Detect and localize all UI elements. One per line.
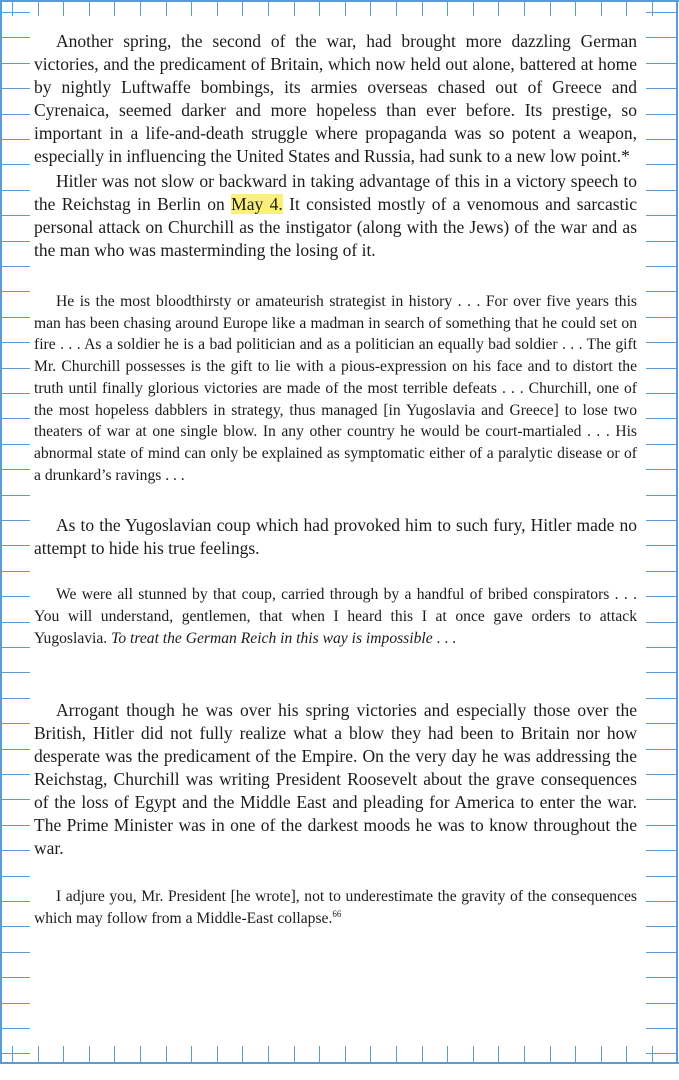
frame-tick-left	[0, 37, 30, 38]
frame-tick-left	[0, 495, 30, 496]
frame-tick-right	[646, 88, 676, 89]
frame-tick-top	[498, 0, 499, 16]
frame-tick-left	[0, 672, 30, 673]
frame-tick-right	[646, 291, 676, 292]
frame-tick-right	[646, 495, 676, 496]
frame-tick-right	[646, 622, 676, 623]
frame-tick-left	[0, 368, 30, 369]
frame-tick-right	[646, 37, 676, 38]
frame-tick-bottom	[626, 1046, 627, 1062]
frame-tick-right	[646, 12, 676, 13]
frame-tick-left	[0, 215, 30, 216]
frame-tick-top	[524, 0, 525, 16]
frame-tick-left	[0, 317, 30, 318]
frame-tick-left	[0, 139, 30, 140]
frame-tick-left	[0, 977, 30, 978]
frame-tick-bottom	[140, 1046, 141, 1062]
frame-tick-right	[646, 952, 676, 953]
quote-yugoslavia	[34, 584, 637, 649]
frame-tick-top	[12, 0, 13, 16]
frame-tick-right	[646, 571, 676, 572]
frame-tick-top	[38, 0, 39, 16]
frame-tick-left	[0, 266, 30, 267]
frame-tick-bottom	[575, 1046, 576, 1062]
frame-tick-left	[0, 952, 30, 953]
frame-tick-left	[0, 418, 30, 419]
frame-tick-bottom	[114, 1046, 115, 1062]
frame-tick-top	[370, 0, 371, 16]
frame-tick-right	[646, 1003, 676, 1004]
frame-tick-right	[646, 672, 676, 673]
frame-tick-right	[646, 723, 676, 724]
frame-tick-right	[646, 190, 676, 191]
paragraph-spring-war: Another spring, the second of the war, had brought more dazzling German victories, and the predicament of Britain, which now held out alone, battered at home by nightly Luftwaffe bombings, its armies overseas chased out of Greece and Cyrenaica, seemed darker and more hopeless than ever before. Its prestige, so important in a life-and-death struggle where propaganda was so potent a weapon, especially in influencing the United States and Russia, had sunk to a new low point.*	[34, 31, 637, 166]
frame-tick-top	[89, 0, 90, 16]
book-page	[34, 30, 637, 930]
quote-churchill-roosevelt	[34, 886, 637, 929]
paragraph-yugoslavian-coup: As to the Yugoslavian coup which had provoked him to such fury, Hitler made no attempt to hide his true feelings.	[34, 515, 637, 559]
frame-tick-bottom	[38, 1046, 39, 1062]
frame-tick-right	[646, 63, 676, 64]
speech-text-after: It consisted mostly of a venomous and sarcastic personal attack on Churchill as the instigator (along with the Jews) of the war and as the man who was masterminding the losing of it.	[34, 194, 638, 260]
frame-tick-left	[0, 164, 30, 165]
frame-tick-left	[0, 342, 30, 343]
frame-tick-top	[191, 0, 192, 16]
frame-tick-left	[0, 1028, 30, 1029]
frame-tick-left	[0, 1053, 30, 1054]
frame-tick-left	[0, 876, 30, 877]
frame-tick-bottom	[12, 1046, 13, 1062]
frame-tick-right	[646, 647, 676, 648]
frame-tick-right	[646, 215, 676, 216]
frame-tick-right	[646, 596, 676, 597]
frame-tick-bottom	[498, 1046, 499, 1062]
frame-tick-bottom	[524, 1046, 525, 1062]
frame-tick-right	[646, 368, 676, 369]
quote-churchill-text: I adjure you, Mr. President [he wrote], not to underestimate the gravity of the consequences which may follow from a Middle-East collapse.	[34, 888, 637, 928]
frame-tick-right	[646, 1053, 676, 1054]
frame-tick-left	[0, 12, 30, 13]
frame-tick-bottom	[268, 1046, 269, 1062]
frame-tick-right	[646, 850, 676, 851]
frame-tick-bottom	[89, 1046, 90, 1062]
frame-tick-bottom	[63, 1046, 64, 1062]
frame-tick-left	[0, 825, 30, 826]
frame-tick-bottom	[191, 1046, 192, 1062]
frame-tick-bottom	[396, 1046, 397, 1062]
frame-tick-right	[646, 1028, 676, 1029]
frame-tick-bottom	[652, 1046, 653, 1062]
frame-tick-right	[646, 698, 676, 699]
frame-tick-right	[646, 825, 676, 826]
frame-tick-top	[319, 0, 320, 16]
frame-tick-left	[0, 647, 30, 648]
frame-tick-right	[646, 342, 676, 343]
frame-tick-bottom	[370, 1046, 371, 1062]
frame-tick-left	[0, 190, 30, 191]
frame-tick-right	[646, 774, 676, 775]
frame-tick-top	[345, 0, 346, 16]
frame-tick-top	[166, 0, 167, 16]
frame-tick-right	[646, 545, 676, 546]
frame-tick-bottom	[294, 1046, 295, 1062]
speech-text-before: Hitler was not slow or backward in taking advantage of this in a victory speech to the Reichstag in Berlin on	[34, 171, 637, 214]
frame-tick-left	[0, 926, 30, 927]
frame-tick-left	[0, 1003, 30, 1004]
frame-tick-right	[646, 799, 676, 800]
frame-tick-bottom	[447, 1046, 448, 1062]
frame-tick-left	[0, 393, 30, 394]
frame-tick-left	[0, 114, 30, 115]
frame-tick-bottom	[473, 1046, 474, 1062]
frame-tick-right	[646, 520, 676, 521]
frame-tick-left	[0, 520, 30, 521]
frame-tick-right	[646, 901, 676, 902]
quote-yugoslavia-text: We were all stunned by that coup, carried through by a handful of bribed conspirators . . . You will understand, gentlemen, that when I heard this I at once gave orders to attack Yugoslavia.	[34, 586, 637, 647]
quote-yugoslavia-tail: . . .	[432, 629, 457, 647]
frame-tick-top	[217, 0, 218, 16]
frame-tick-bottom	[345, 1046, 346, 1062]
frame-tick-left	[0, 749, 30, 750]
frame-tick-top	[422, 0, 423, 16]
frame-tick-top	[63, 0, 64, 16]
quote-yugoslavia-italic: To treat the German Reich in this way is impossible	[111, 629, 433, 647]
frame-tick-right	[646, 977, 676, 978]
frame-tick-left	[0, 88, 30, 89]
frame-tick-top	[575, 0, 576, 16]
frame-tick-left	[0, 774, 30, 775]
frame-tick-left	[0, 241, 30, 242]
frame-tick-top	[140, 0, 141, 16]
paragraph-arrogant-hitler: Arrogant though he was over his spring victories and especially those over the British, Hitler did not fully realize what a blow they had been to Britain nor how desperate was the predicament of the Empire. On the very day he was addressing the Reichstag, Churchill was writing President Roosevelt about the grave consequences of the loss of Egypt and the Middle East and pleading for America to enter the war. The Prime Minister was in one of the darkest moods he was to know throughout the war.	[34, 700, 637, 859]
frame-tick-right	[646, 317, 676, 318]
frame-tick-top	[447, 0, 448, 16]
frame-tick-top	[652, 0, 653, 16]
frame-tick-top	[626, 0, 627, 16]
frame-tick-left	[0, 622, 30, 623]
frame-tick-top	[268, 0, 269, 16]
frame-tick-left	[0, 799, 30, 800]
frame-tick-bottom	[601, 1046, 602, 1062]
frame-tick-top	[473, 0, 474, 16]
footnote-marker: 66	[332, 908, 342, 919]
frame-tick-top	[294, 0, 295, 16]
frame-tick-right	[646, 749, 676, 750]
frame-tick-left	[0, 698, 30, 699]
frame-tick-right	[646, 164, 676, 165]
frame-tick-bottom	[550, 1046, 551, 1062]
frame-tick-left	[0, 571, 30, 572]
frame-tick-left	[0, 850, 30, 851]
frame-tick-top	[114, 0, 115, 16]
frame-tick-right	[646, 444, 676, 445]
frame-tick-right	[646, 418, 676, 419]
frame-tick-left	[0, 596, 30, 597]
frame-tick-right	[646, 241, 676, 242]
frame-tick-bottom	[217, 1046, 218, 1062]
frame-tick-left	[0, 63, 30, 64]
frame-tick-left	[0, 469, 30, 470]
quote-hitler-churchill: He is the most bloodthirsty or amateurish strategist in history . . . For over five years this man has been chasing around Europe like a madman in search of something that he could set on fire . . . As a soldier he is a bad politician and as a politician an equally bad soldier . . . The gift Mr. Churchill possesses is the gift to lie with a pious-expression on his face and to distort the truth until finally glorious victories are made of the most terrible defeats . . . Churchill, one of the most hopeless dabblers in strategy, thus managed [in Yugoslavia and Greece] to lose two theaters of war at one single blow. In any other country he would be court-martialed . . . His abnormal state of mind can only be explained as symptomatic either of a paralytic disease or of a drunkard’s ravings . . .	[34, 293, 637, 484]
paragraph-hitler-speech	[34, 170, 637, 262]
frame-tick-left	[0, 545, 30, 546]
frame-tick-right	[646, 469, 676, 470]
frame-tick-bottom	[422, 1046, 423, 1062]
frame-tick-right	[646, 139, 676, 140]
frame-tick-top	[601, 0, 602, 16]
frame-tick-left	[0, 291, 30, 292]
frame-tick-right	[646, 876, 676, 877]
frame-tick-top	[396, 0, 397, 16]
frame-tick-right	[646, 114, 676, 115]
frame-tick-right	[646, 393, 676, 394]
frame-tick-bottom	[319, 1046, 320, 1062]
highlighted-date: May 4.	[231, 194, 283, 214]
frame-tick-bottom	[242, 1046, 243, 1062]
frame-tick-top	[550, 0, 551, 16]
frame-tick-left	[0, 901, 30, 902]
frame-tick-bottom	[166, 1046, 167, 1062]
frame-tick-left	[0, 723, 30, 724]
frame-tick-top	[242, 0, 243, 16]
frame-tick-left	[0, 444, 30, 445]
frame-tick-right	[646, 266, 676, 267]
frame-tick-right	[646, 926, 676, 927]
